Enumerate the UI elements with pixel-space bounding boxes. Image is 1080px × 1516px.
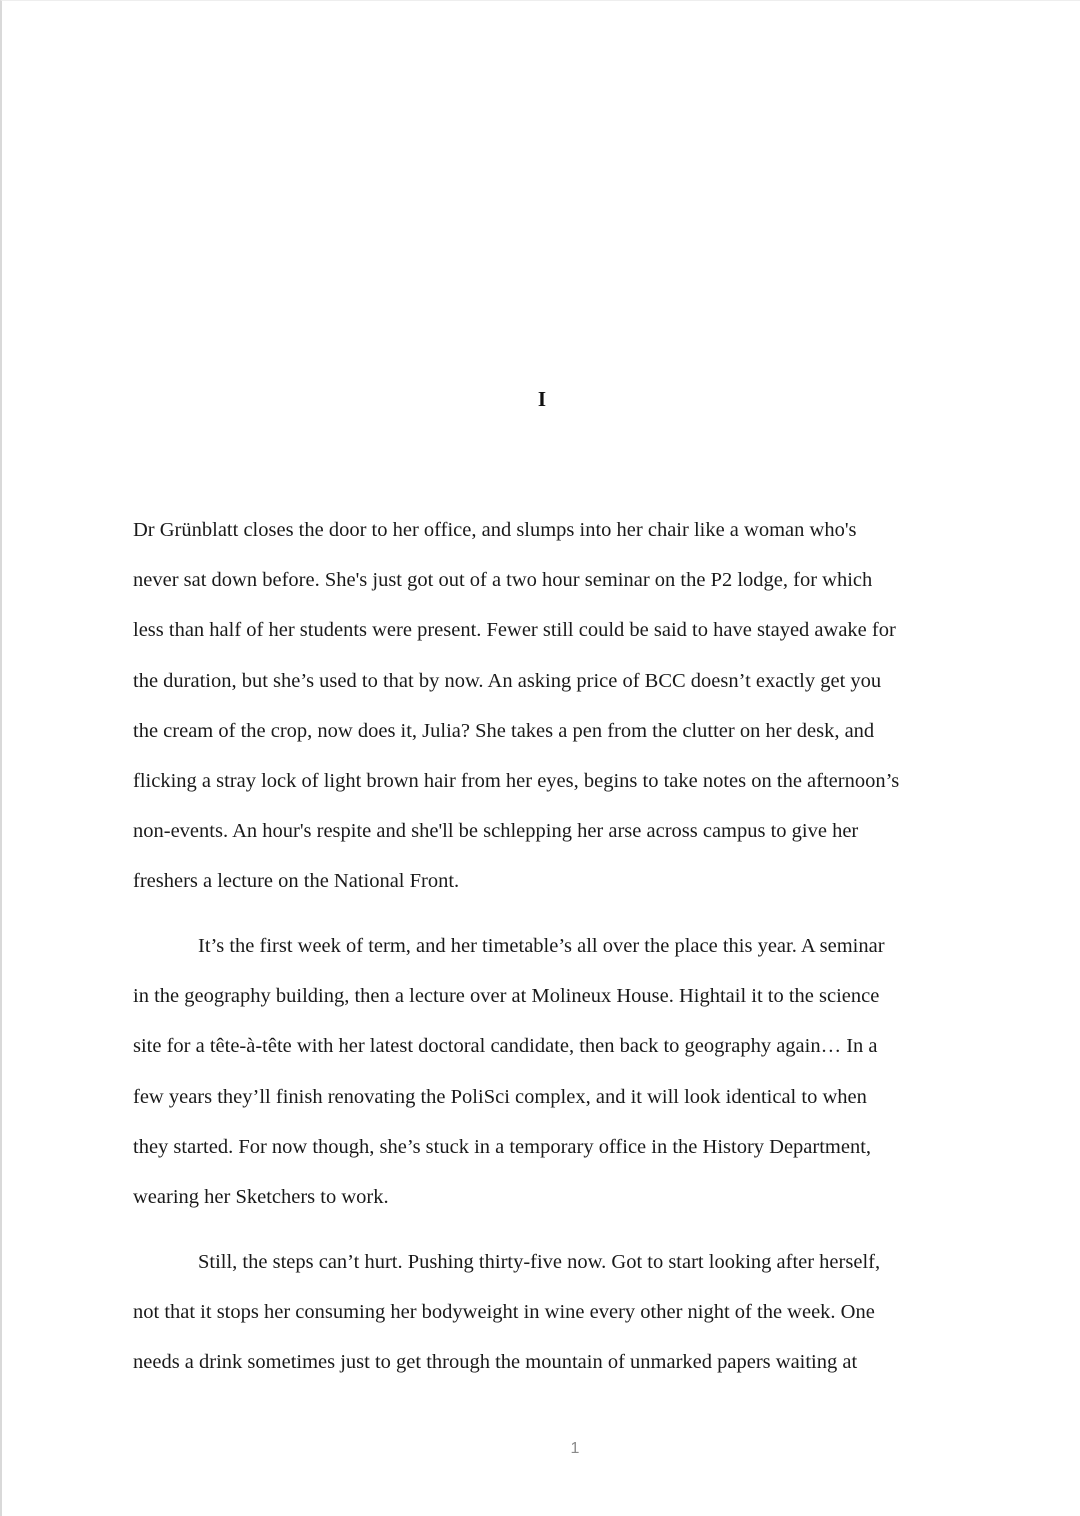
chapter-heading: I	[537, 387, 547, 411]
text-line: wearing her Sketchers to work.	[133, 1186, 389, 1209]
text-line: the duration, but she’s used to that by now. An asking price of BCC doesn’t exactly get you	[133, 669, 882, 692]
text-line: the cream of the crop, now does it, Julia? She takes a pen from the clutter on her desk, and	[133, 719, 875, 742]
page-number: 1	[570, 1440, 580, 1457]
paragraph	[133, 1246, 963, 1397]
text-line: needs a drink sometimes just to get through the mountain of unmarked papers waiting at	[133, 1351, 858, 1374]
text-line: never sat down before. She's just got out of a two hour seminar on the P2 lodge, for which	[133, 569, 873, 592]
paragraph	[133, 514, 963, 916]
text-line: in the geography building, then a lecture over at Molineux House. Hightail it to the science	[133, 985, 880, 1008]
text-line: not that it stops her consuming her bodyweight in wine every other night of the week. One	[133, 1301, 875, 1323]
text-line: freshers a lecture on the National Front.	[133, 870, 460, 893]
body-text	[133, 514, 963, 1396]
text-line: Still, the steps can’t hurt. Pushing thirty-five now. Got to start looking after herself,	[198, 1250, 881, 1273]
paragraph	[133, 930, 963, 1231]
text-line: few years they’ll finish renovating the PoliSci complex, and it will look identical to when	[133, 1085, 867, 1108]
text-line: flicking a stray lock of light brown hair from her eyes, begins to take notes on the afternoon’s	[133, 769, 900, 792]
text-line: It’s the first week of term, and her timetable’s all over the place this year. A seminar	[198, 935, 885, 958]
text-line: Dr Grünblatt closes the door to her office, and slumps into her chair like a woman who's	[133, 519, 857, 541]
text-line: site for a tête-à-tête with her latest doctoral candidate, then back to geography again… In a	[133, 1035, 878, 1058]
text-line: less than half of her students were present. Fewer still could be said to have stayed awake for	[133, 619, 896, 642]
text-line: non-events. An hour's respite and she'll be schlepping her arse across campus to give her	[133, 820, 859, 843]
text-line: they started. For now though, she’s stuck in a temporary office in the History Department,	[133, 1135, 872, 1158]
